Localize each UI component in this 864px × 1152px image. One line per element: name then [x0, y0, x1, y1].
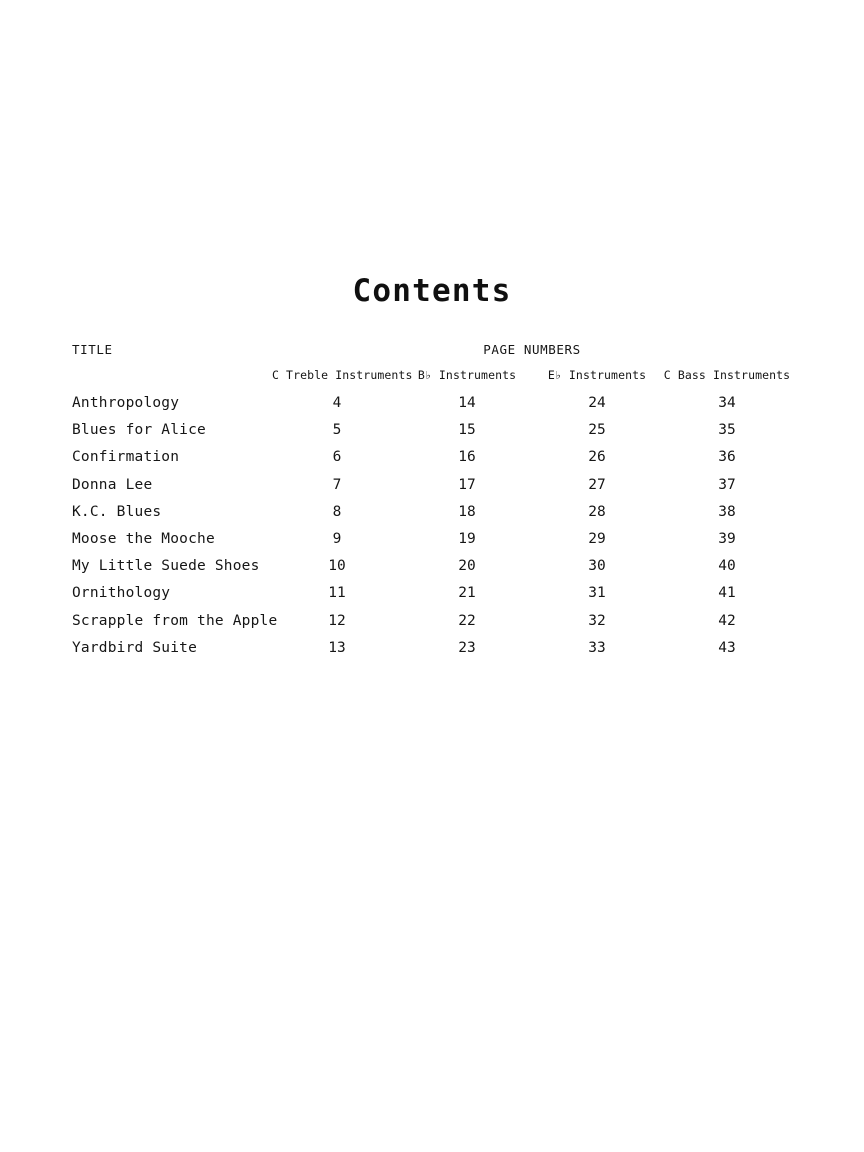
entry-page-number: 8 [332, 503, 342, 520]
entry-page-number: 14 [458, 395, 476, 411]
entry-page-number: 37 [718, 476, 736, 493]
entry-page-number: 11 [328, 585, 346, 602]
entry-page-number: 32 [588, 612, 606, 629]
entry-page-number: 23 [458, 639, 476, 656]
column-header-c-bass: C Bass Instruments [663, 368, 791, 382]
entry-title: K.C. Blues [72, 503, 162, 520]
table-row [72, 613, 792, 640]
table-row [72, 477, 792, 504]
table-of-contents [72, 342, 792, 667]
entry-page-number: 28 [588, 503, 606, 520]
entry-page-number: 12 [328, 612, 346, 629]
entry-page-number: 19 [458, 530, 476, 547]
header-page-numbers: PAGE NUMBERS [483, 342, 581, 357]
table-row [72, 531, 792, 558]
table-row [72, 449, 792, 476]
entry-page-number: 42 [718, 612, 736, 629]
table-row [72, 558, 792, 585]
toc-header-row [72, 342, 792, 368]
entry-page-number: 38 [718, 503, 736, 520]
entry-title: Anthropology [72, 395, 180, 411]
column-header-eb: E♭ Instruments [547, 368, 647, 382]
entry-page-number: 18 [458, 503, 476, 520]
entry-page-number: 16 [458, 449, 476, 466]
entry-page-number: 21 [458, 585, 476, 602]
entry-page-number: 17 [458, 476, 476, 493]
table-row [72, 504, 792, 531]
column-header-bb: B♭ Instruments [417, 368, 517, 382]
entry-page-number: 24 [588, 395, 606, 411]
entry-page-number: 29 [588, 530, 606, 547]
entry-page-number: 10 [328, 558, 346, 575]
entry-page-number: 35 [718, 422, 736, 439]
entry-page-number: 39 [718, 530, 736, 547]
entry-page-number: 13 [328, 639, 346, 656]
entry-title: Donna Lee [72, 476, 153, 493]
entry-page-number: 30 [588, 558, 606, 575]
entry-page-number: 31 [588, 585, 606, 602]
table-row [72, 395, 792, 422]
entry-page-number: 26 [588, 449, 606, 466]
entry-page-number: 43 [718, 639, 736, 656]
entry-page-number: 25 [588, 422, 606, 439]
table-row [72, 422, 792, 449]
entry-page-number: 22 [458, 612, 476, 629]
entry-page-number: 6 [332, 449, 342, 466]
column-header-c-treble: C Treble Instruments [272, 368, 413, 382]
entry-page-number: 15 [458, 422, 476, 439]
entry-title: Ornithology [72, 585, 171, 602]
entry-page-number: 36 [718, 449, 736, 466]
entry-title: Scrapple from the Apple [72, 612, 278, 629]
entry-page-number: 41 [718, 585, 736, 602]
entry-title: Blues for Alice [72, 422, 206, 439]
entry-page-number: 40 [718, 558, 736, 575]
table-row [72, 640, 792, 667]
table-row [72, 585, 792, 612]
entry-page-number: 20 [458, 558, 476, 575]
entry-title: Yardbird Suite [72, 639, 198, 656]
entry-page-number: 33 [588, 639, 606, 656]
entry-page-number: 7 [332, 476, 342, 493]
toc-table [72, 342, 792, 667]
entry-page-number: 34 [718, 395, 736, 411]
subheader-spacer [72, 368, 272, 395]
page-title: Contents [352, 273, 512, 309]
entry-title: Confirmation [72, 449, 180, 466]
toc-subheader-row [72, 368, 792, 395]
entry-title: Moose the Mooche [72, 530, 215, 547]
entry-page-number: 4 [332, 395, 342, 411]
entry-page-number: 9 [332, 530, 342, 547]
entry-page-number: 5 [332, 422, 342, 439]
entry-page-number: 27 [588, 476, 606, 493]
header-title-column: TITLE [72, 342, 113, 357]
entry-title: My Little Suede Shoes [72, 558, 260, 575]
